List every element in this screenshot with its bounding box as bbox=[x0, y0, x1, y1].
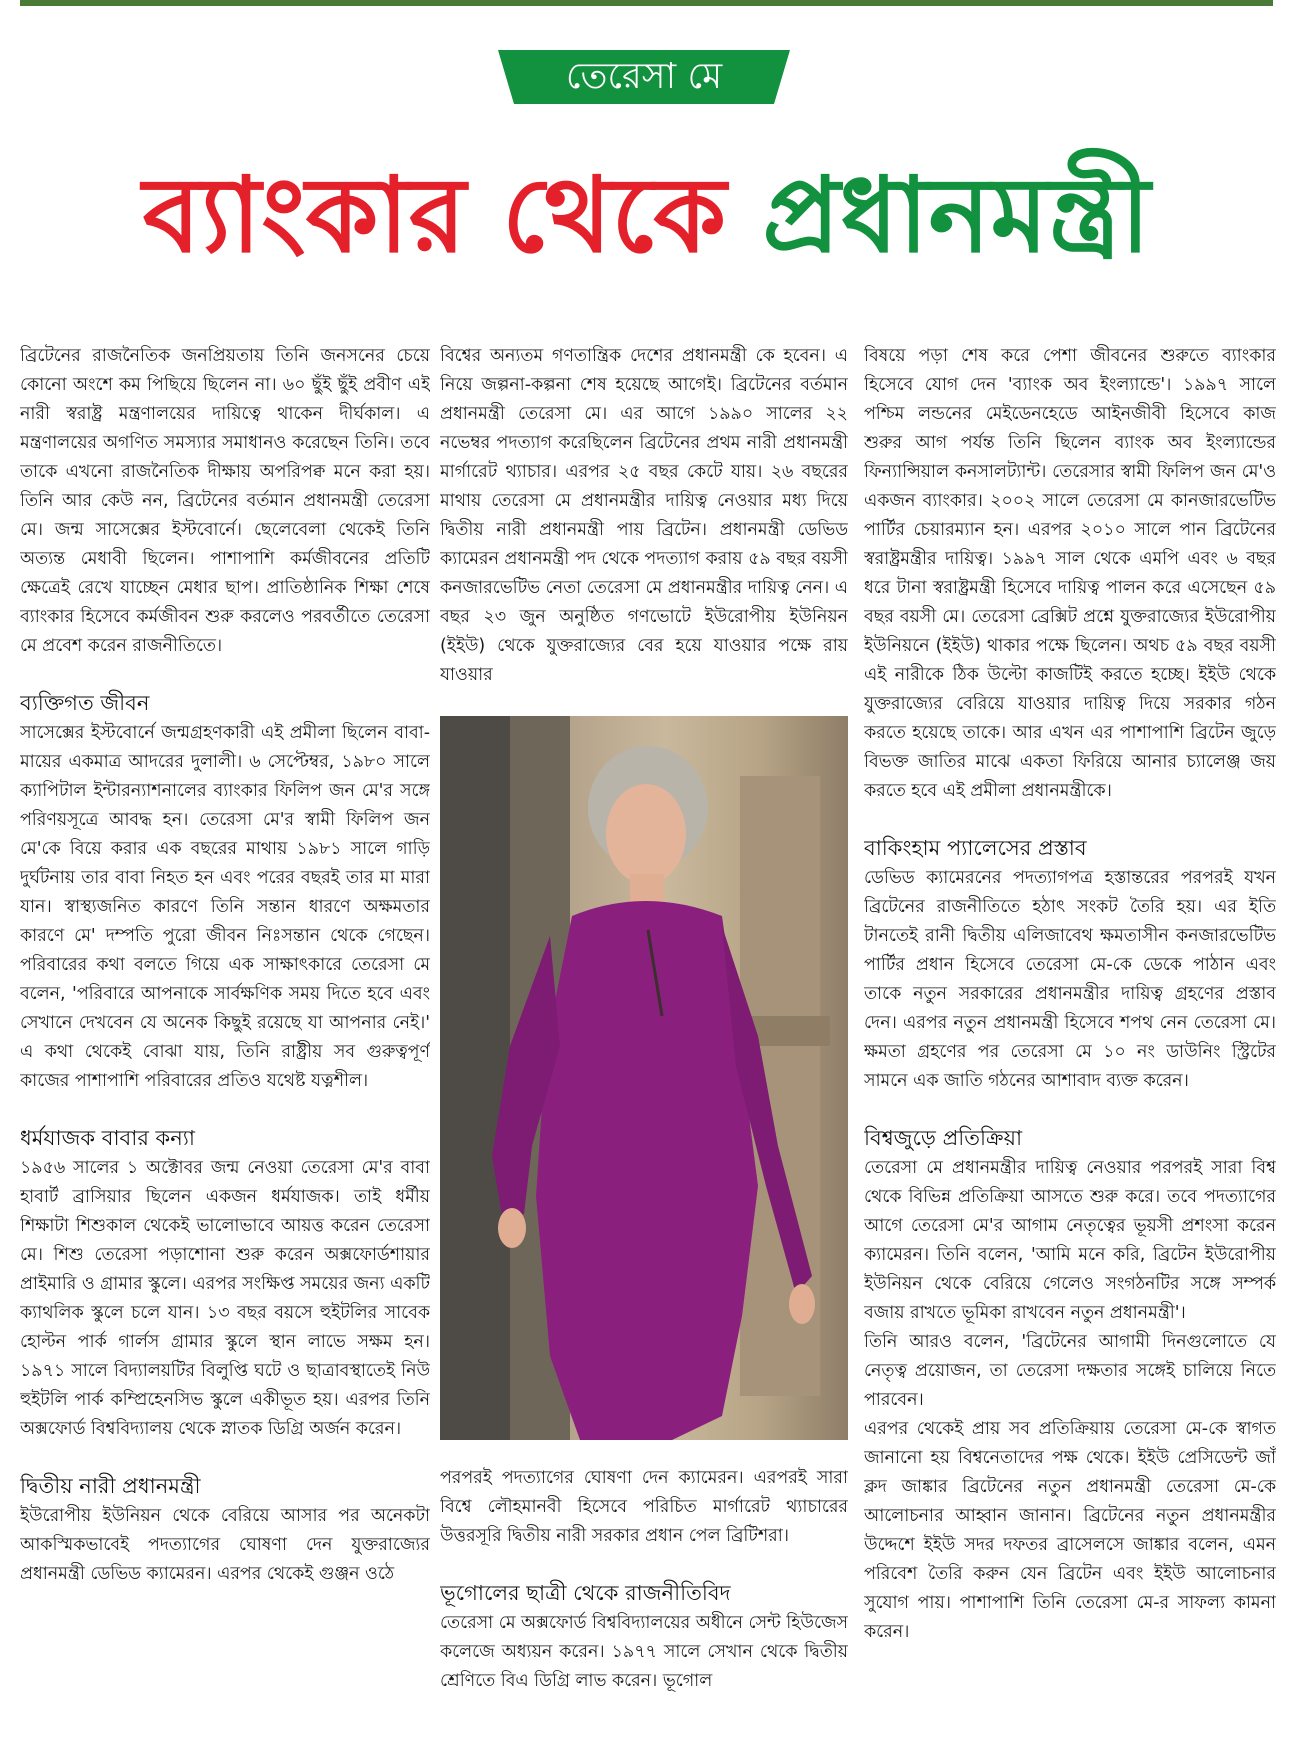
page-headline bbox=[0, 150, 1293, 280]
article-column-2 bbox=[440, 342, 848, 1732]
top-photo-strip bbox=[20, 0, 1273, 6]
subheading-priest-father: ধর্মযাজক বাবার কন্যা bbox=[20, 1126, 195, 1150]
paragraph-priest-father: ১৯৫৬ সালের ১ অক্টোবর জন্ম নেওয়া তেরেসা মে'র বাবা হাবার্ট ব্রাসিয়ার ছিলেন একজন ধর্মযাজক। তাই ধর্মীয় শিক্ষাটা শিশুকাল থেকেই ভালোভাবে আয়ত্ত করেন তেরেসা মে। শিশু তেরেসা পড়াশোনা শুরু করেন অক্সফোর্ডশায়ার প্রাইমারি ও গ্রামার স্কুলে। এরপর সংক্ষিপ্ত সময়ের জন্য একটি ক্যাথলিক স্কুলে চলে যান। ১৩ বছর বয়সে হুইটলির সাবেক হোল্টন পার্ক গার্লস গ্রামার স্কুলে স্থান লাভে সক্ষম হন। ১৯৭১ সালে বিদ্যালয়টির বিলুপ্তি ঘটে ও ছাত্রাবস্থাতেই নিউ হুইটলি পার্ক কম্প্রিহেনসিভ স্কুলে একীভূত হয়। এরপর তিনি অক্সফোর্ড বিশ্ববিদ্যালয় থেকে স্নাতক ডিগ্রি অর্জন করেন। bbox=[20, 1158, 430, 1439]
subheading-second-female-pm: দ্বিতীয় নারী প্রধানমন্ত্রী bbox=[20, 1474, 201, 1498]
subheading-geography-student: ভূগোলের ছাত্রী থেকে রাজনীতিবিদ bbox=[440, 1581, 731, 1605]
banner-label: তেরেসা মে bbox=[565, 56, 723, 97]
portrait-figure bbox=[440, 716, 848, 1440]
paragraph-second-female-pm: ইউরোপীয় ইউনিয়ন থেকে বেরিয়ে আসার পর অনেকটা আকস্মিকভাবেই পদত্যাগের ঘোষণা দেন যুক্তরাজ্যের প্রধানমন্ত্রী ডেভিড ক্যামেরন। এরপর থেকেই গুঞ্জন ওঠে bbox=[20, 1506, 430, 1584]
intro-paragraph: ব্রিটেনের রাজনৈতিক জনপ্রিয়তায় তিনি জনসনের চেয়ে কোনো অংশে কম পিছিয়ে ছিলেন না। ৬০ ছুঁই ছুঁই প্রবীণ এই নারী স্বরাষ্ট্র মন্ত্রণালয়ের দায়িত্বে থাকেন দীর্ঘকাল। এ মন্ত্রণালয়ের অগণিত সমস্যার সমাধানও করেছেন তিনি। তবে তাকে এখনো রাজনৈতিক দীক্ষায় অপরিপক্ব মনে করা হয়। তিনি আর কেউ নন, ব্রিটেনের বর্তমান প্রধানমন্ত্রী তেরেসা মে। জন্ম সাসেক্সের ইস্টবোর্নে। ছেলেবেলা থেকেই তিনি অত্যন্ত মেধাবী ছিলেন। পাশাপাশি কর্মজীবনের প্রতিটি ক্ষেত্রেই রেখে যাচ্ছেন মেধার ছাপ। প্রাতিষ্ঠানিক শিক্ষা শেষে ব্যাংকার হিসেবে কর্মজীবন শুরু করলেও পরবর্তীতে তেরেসা মে প্রবেশ করেন রাজনীতিতে। bbox=[20, 346, 430, 656]
paragraph-col2-after-photo: পরপরই পদত্যাগের ঘোষণা দেন ক্যামেরন। এরপরই সারা বিশ্বে লৌহমানবী হিসেবে পরিচিত মার্গারেট থ্যাচারের উত্তরসূরি দ্বিতীয় নারী সরকার প্রধান পেল ব্রিটিশরা। bbox=[440, 1468, 848, 1546]
section-banner bbox=[498, 50, 790, 104]
paragraph-col3-top: বিষয়ে পড়া শেষ করে পেশা জীবনের শুরুতে ব্যাংকার হিসেবে যোগ দেন 'ব্যাংক অব ইংল্যান্ডে'। ১৯৯৭ সালে পশ্চিম লন্ডনের মেইডেনহেডে আইনজীবী হিসেবে কাজ শুরুর আগ পর্যন্ত তিনি ছিলেন ব্যাংক অব ইংল্যান্ডের ফিন্যান্সিয়াল কনসালট্যান্ট। তেরেসার স্বামী ফিলিপ জন মে'ও একজন ব্যাংকার। ২০০২ সালে তেরেসা মে কানজারভেটিভ পার্টির চেয়ারম্যান হন। এরপর ২০১০ সালে পান ব্রিটেনের স্বরাষ্ট্রমন্ত্রীর দায়িত্ব। ১৯৯৭ সাল থেকে এমপি এবং ৬ বছর ধরে টানা স্বরাষ্ট্রমন্ত্রী হিসেবে দায়িত্ব পালন করে এসেছেন ৫৯ বছর বয়সী মে। তেরেসা ব্রেক্সিট প্রশ্নে যুক্তরাজ্যের ইউরোপীয় ইউনিয়নে (ইইউ) থাকার পক্ষে ছিলেন। অথচ ৫৯ বছর বয়সী এই নারীকে ঠিক উল্টো কাজটিই করতে হচ্ছে। ইইউ থেকে যুক্তরাজ্যের বেরিয়ে যাওয়ার দায়িত্ব দিয়ে সরকার গঠন করতে হয়েছে তাকে। আর এখন এর পাশাপাশি ব্রিটেন জুড়ে বিভক্ত জাতির মাঝে একতা ফিরিয়ে আনার চ্যালেঞ্জ জয় করতে হবে এই প্রমীলা প্রধানমন্ত্রীকে। bbox=[864, 346, 1276, 801]
headline-part-red: ব্যাংকার থেকে bbox=[142, 154, 727, 276]
subheading-world-reaction: বিশ্বজুড়ে প্রতিক্রিয়া bbox=[864, 1126, 1023, 1150]
paragraph-world-reaction-1: তেরেসা মে প্রধানমন্ত্রীর দায়িত্ব নেওয়ার পরপরই সারা বিশ্ব থেকে বিভিন্ন প্রতিক্রিয়া আসতে শুরু করে। তবে পদত্যাগের আগে তেরেসা মে'র আগাম নেতৃত্বের ভূয়সী প্রশংসা করেন ক্যামেরন। তিনি বলেন, 'আমি মনে করি, ব্রিটেন ইউরোপীয় ইউনিয়ন থেকে বেরিয়ে গেলেও সংগঠনটির সঙ্গে সম্পর্ক বজায় রাখতে ভূমিকা রাখবেন নতুন প্রধানমন্ত্রী'। bbox=[864, 1158, 1276, 1323]
paragraph-col2-top: বিশ্বের অন্যতম গণতান্ত্রিক দেশের প্রধানমন্ত্রী কে হবেন। এ নিয়ে জল্পনা-কল্পনা শেষ হয়েছে আগেই। ব্রিটেনের বর্তমান প্রধানমন্ত্রী তেরেসা মে। এর আগে ১৯৯০ সালের ২২ নভেম্বর পদত্যাগ করেছিলেন ব্রিটেনের প্রথম নারী প্রধানমন্ত্রী মার্গারেট থ্যাচার। এরপর ২৫ বছর কেটে যায়। ২৬ বছরের মাথায় তেরেসা মে প্রধানমন্ত্রীর দায়িত্ব নেওয়ার মধ্য দিয়ে দ্বিতীয় নারী প্রধানমন্ত্রী পায় ব্রিটেন। প্রধানমন্ত্রী ডেভিড ক্যামেরন প্রধানমন্ত্রী পদ থেকে পদত্যাগ করায় ৫৯ বছর বয়সী কনজারভেটিভ নেতা তেরেসা মে প্রধানমন্ত্রীর দায়িত্ব নেন। এ বছর ২৩ জুন অনুষ্ঠিত গণভোটে ইউরোপীয় ইউনিয়ন (ইইউ) থেকে যুক্তরাজ্যের বের হয়ে যাওয়ার পক্ষে রায় যাওয়ার bbox=[440, 346, 848, 685]
article-column-3 bbox=[864, 342, 1276, 1732]
paragraph-personal-life: সাসেক্সের ইস্টবোর্নে জন্মগ্রহণকারী এই প্রমীলা ছিলেন বাবা-মায়ের একমাত্র আদরের দুলালী। ৬ সেপ্টেম্বর, ১৯৮০ সালে ক্যাপিটাল ইন্টারন্যাশনালের ব্যাংকার ফিলিপ জন মে'র সঙ্গে পরিণয়সূত্রে আবদ্ধ হন। তেরেসা মে'র স্বামী ফিলিপ জন মে'কে বিয়ে করার এক বছরের মাথায় ১৯৮১ সালে গাড়ি দুর্ঘটনায় তার বাবা নিহত হন এবং পরের বছরই তার মা মারা যান। স্বাস্থ্যজনিত কারণে তিনি সন্তান ধারণে অক্ষমতার কারণে মে' দম্পতি পুরো জীবন নিঃসন্তান থেকে গেছেন। পরিবারের কথা বলতে গিয়ে এক সাক্ষাৎকারে তেরেসা মে বলেন, 'পরিবারে আপনাকে সার্বক্ষণিক সময় দিতে হবে এবং সেখানে দেখবেন যে অনেক কিছুই রয়েছে যা আপনার নেই।' এ কথা থেকেই বোঝা যায়, তিনি রাষ্ট্রীয় সব গুরুত্বপূর্ণ কাজের পাশাপাশি পরিবারের প্রতিও যথেষ্ট যত্নশীল। bbox=[20, 723, 430, 1091]
paragraph-world-reaction-3: এরপর থেকেই প্রায় সব প্রতিক্রিয়ায় তেরেসা মে-কে স্বাগত জানানো হয় বিশ্বনেতাদের পক্ষ থেকে। ইইউ প্রেসিডেন্ট জাঁ ক্লদ জাঙ্কার ব্রিটেনের নতুন প্রধানমন্ত্রী তেরেসা মে-কে আলোচনার আহ্বান জানান। ব্রিটেনের নতুন প্রধানমন্ত্রীর উদ্দেশে ইইউ সদর দফতর ব্রাসেলসে জাঙ্কার বলেন, এমন পরিবেশ তৈরি করুন যেন ব্রিটেন এবং ইইউ আলোচনার সুযোগ পায়। পাশাপাশি তিনি তেরেসা মে-র সাফল্য কামনা করেন। bbox=[864, 1419, 1276, 1642]
paragraph-world-reaction-2: তিনি আরও বলেন, 'ব্রিটেনের আগামী দিনগুলোতে যে নেতৃত্ব প্রয়োজন, তা তেরেসা দক্ষতার সঙ্গেই চালিয়ে নিতে পারবেন। bbox=[864, 1332, 1276, 1410]
portrait-photo bbox=[440, 716, 848, 1440]
paragraph-geography-student: তেরেসা মে অক্সফোর্ড বিশ্ববিদ্যালয়ের অধীনে সেন্ট হিউজেস কলেজে অধ্যয়ন করেন। ১৯৭৭ সালে সেখান থেকে দ্বিতীয় শ্রেণিতে বিএ ডিগ্রি লাভ করেন। ভূগোল bbox=[440, 1613, 848, 1691]
subheading-buckingham-offer: বাকিংহাম প্যালেসের প্রস্তাব bbox=[864, 836, 1087, 860]
headline-part-green: প্রধানমন্ত্রী bbox=[762, 154, 1151, 276]
paragraph-buckingham-offer: ডেভিড ক্যামেরনের পদত্যাগপত্র হস্তান্তরের পরপরই যখন ব্রিটেনের রাজনীতিতে হঠাৎ সংকট তৈরি হয়। এর ইতি টানতেই রানী দ্বিতীয় এলিজাবেথ ক্ষমতাসীন কনজারভেটিভ পার্টির প্রধান হিসেবে তেরেসা মে-কে ডেকে পাঠান এবং তাকে নতুন সরকারের প্রধানমন্ত্রীর দায়িত্ব গ্রহণের প্রস্তাব দেন। এরপর নতুন প্রধানমন্ত্রী হিসেবে শপথ নেন তেরেসা মে। ক্ষমতা গ্রহণের পর তেরেসা মে ১০ নং ডাউনিং স্ট্রিটের সামনে এক জাতি গঠনের আশাবাদ ব্যক্ত করেন। bbox=[864, 868, 1276, 1091]
subheading-personal-life: ব্যক্তিগত জীবন bbox=[20, 691, 150, 715]
article-column-1 bbox=[20, 342, 430, 1732]
